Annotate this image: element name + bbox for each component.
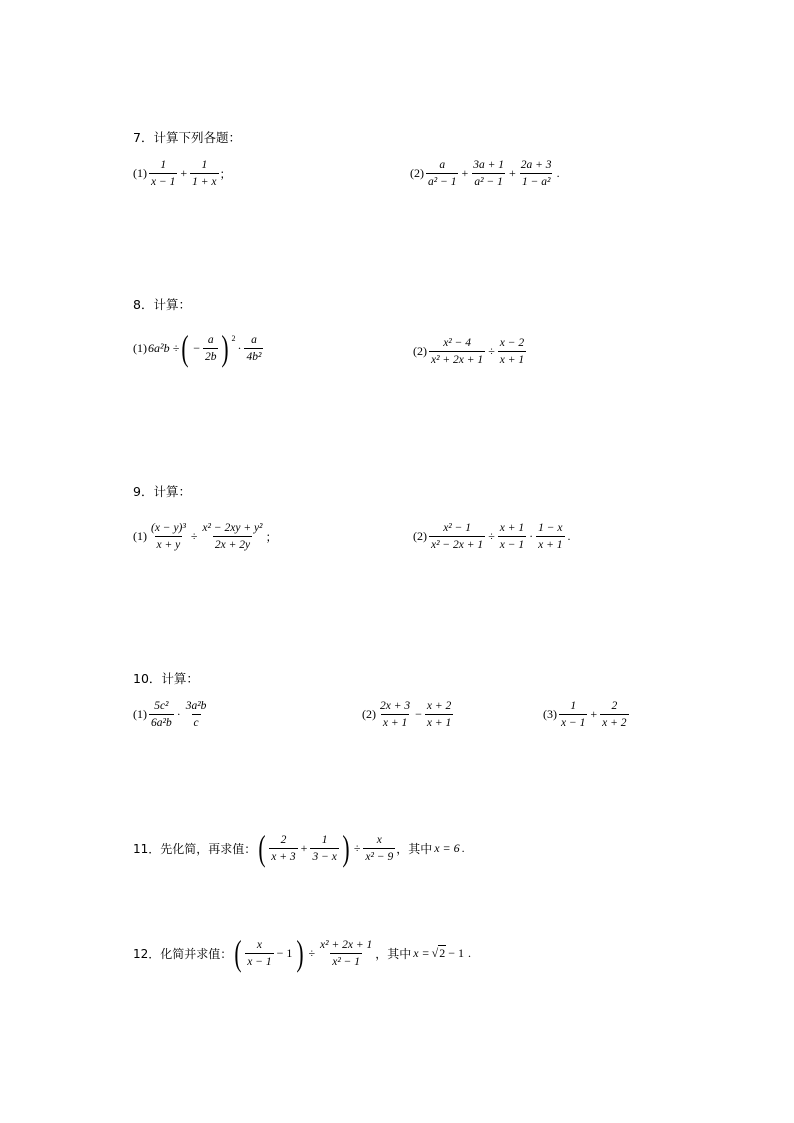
right-paren: ) xyxy=(221,328,230,368)
denominator: x + y xyxy=(155,536,183,552)
inner-term: − 1 xyxy=(276,945,293,960)
punctuation: ； xyxy=(219,167,232,181)
denominator: x + 3 xyxy=(269,848,297,864)
operator: + xyxy=(300,840,308,855)
numerator: 3a + 1 xyxy=(473,159,505,171)
q11-row xyxy=(133,830,467,866)
denominator: x + 1 xyxy=(425,714,453,730)
numerator: 1 xyxy=(321,833,328,846)
operator: ÷ xyxy=(488,529,495,543)
fraction xyxy=(200,521,264,552)
exponent: 2 xyxy=(231,334,236,343)
part-label: (1) xyxy=(133,529,147,543)
q9-part2 xyxy=(413,521,573,552)
fraction xyxy=(429,521,485,552)
q7-part2 xyxy=(410,158,562,189)
q8-heading: 8．计算： xyxy=(133,297,191,312)
fraction xyxy=(149,699,174,730)
fraction xyxy=(149,158,177,189)
denominator: 2b xyxy=(203,348,219,364)
q12-heading: 12．化简并求值： xyxy=(133,946,233,961)
denominator: a² − 1 xyxy=(472,173,504,189)
fraction xyxy=(498,336,526,367)
numerator: a xyxy=(439,159,446,171)
expression-lead: 6a²b ÷ xyxy=(148,340,180,355)
denominator: c xyxy=(192,714,201,730)
denominator: x − 1 xyxy=(498,536,526,552)
fraction xyxy=(269,833,297,864)
fraction xyxy=(559,699,587,730)
denominator: x − 1 xyxy=(149,173,177,189)
fraction xyxy=(363,833,395,864)
denominator: x² − 2x + 1 xyxy=(429,536,485,552)
denominator: x + 1 xyxy=(536,536,564,552)
denominator: 6a²b xyxy=(149,714,174,730)
fraction xyxy=(310,833,338,864)
fraction xyxy=(378,699,412,730)
operator: − xyxy=(415,707,422,721)
numerator: 2 xyxy=(280,833,287,846)
operator: ÷ xyxy=(353,840,361,855)
fraction xyxy=(425,699,453,730)
q10-part3 xyxy=(543,699,630,730)
denominator: x + 1 xyxy=(381,714,409,730)
condition-text: ，其中 xyxy=(396,841,433,856)
operator: + xyxy=(509,166,516,180)
fraction xyxy=(245,938,273,969)
part-label: (1) xyxy=(133,340,147,355)
left-paren: ( xyxy=(234,933,242,973)
fraction xyxy=(244,333,263,364)
denominator: x − 1 xyxy=(559,714,587,730)
part-label: (1) xyxy=(133,166,147,180)
fraction xyxy=(429,336,485,367)
fraction xyxy=(190,158,218,189)
operator: ÷ xyxy=(190,529,198,543)
numerator: x² + 2x + 1 xyxy=(320,938,373,951)
operator: + xyxy=(180,166,188,180)
condition-value: x = 6 xyxy=(434,840,460,855)
denominator: x + 1 xyxy=(498,351,526,367)
punctuation: ； xyxy=(265,530,278,544)
part-label: (2) xyxy=(413,529,427,543)
punctuation: . xyxy=(461,840,465,855)
numerator: x xyxy=(256,938,263,951)
numerator: x xyxy=(376,833,382,846)
numerator: 3a²b xyxy=(185,700,207,712)
operator: · xyxy=(529,529,534,543)
numerator: 2x + 3 xyxy=(380,700,411,712)
fraction xyxy=(471,158,506,189)
denominator: x² − 9 xyxy=(363,848,395,864)
numerator: x² − 2xy + y² xyxy=(202,522,263,534)
numerator: 1 − x xyxy=(538,522,563,534)
numerator: x + 1 xyxy=(499,522,525,534)
numerator: 1 xyxy=(570,700,577,712)
q8-part1 xyxy=(133,330,264,366)
numerator: x − 2 xyxy=(499,337,525,349)
q9-part1 xyxy=(133,521,278,552)
part-label: (2) xyxy=(413,344,427,358)
q12-row xyxy=(133,935,473,971)
numerator: a xyxy=(207,333,214,346)
condition-variable: x = xyxy=(413,945,430,960)
q9-heading: 9．计算： xyxy=(133,484,191,499)
fraction xyxy=(519,158,554,189)
denominator: 4b² xyxy=(244,348,263,364)
denominator: 1 − a² xyxy=(520,173,552,189)
right-paren: ) xyxy=(342,828,350,868)
part-label: (1) xyxy=(133,707,147,721)
denominator: a² − 1 xyxy=(426,173,458,189)
numerator: (x − y)³ xyxy=(151,522,186,534)
denominator: 3 − x xyxy=(310,848,338,864)
q7-heading: 7．计算下列各题： xyxy=(133,130,241,145)
part-label: (2) xyxy=(410,166,424,180)
punctuation: . xyxy=(468,945,472,960)
numerator: 1 xyxy=(160,159,167,171)
operator: · xyxy=(176,707,181,721)
numerator: 2a + 3 xyxy=(520,159,552,171)
punctuation: . xyxy=(567,529,571,543)
q8-part2 xyxy=(413,336,527,367)
left-paren: ( xyxy=(258,828,266,868)
radicand: 2 xyxy=(439,946,446,960)
operator: ÷ xyxy=(308,945,316,960)
numerator: x + 2 xyxy=(426,700,452,712)
numerator: 1 xyxy=(201,159,208,171)
operator: + xyxy=(590,707,598,721)
numerator: x² − 4 xyxy=(443,337,471,349)
q11-heading: 11．先化简，再求值： xyxy=(133,841,257,856)
q10-heading: 10．计算： xyxy=(133,671,199,686)
operator: − xyxy=(193,340,200,355)
fraction xyxy=(426,158,458,189)
numerator: 2 xyxy=(611,700,618,712)
fraction xyxy=(203,333,219,364)
right-paren: ) xyxy=(296,933,305,973)
part-label: (3) xyxy=(543,707,557,721)
denominator: x − 1 xyxy=(245,953,273,969)
operator: ÷ xyxy=(488,344,495,358)
fraction xyxy=(184,699,209,730)
left-paren: ( xyxy=(181,328,189,368)
numerator: 5c² xyxy=(154,700,169,712)
fraction xyxy=(536,521,564,552)
numerator: a xyxy=(251,333,257,346)
denominator: 1 + x xyxy=(190,173,218,189)
condition-text: ，其中 xyxy=(375,946,412,961)
punctuation: . xyxy=(556,166,560,180)
numerator: x² − 1 xyxy=(443,522,471,534)
condition-rest: − 1 xyxy=(448,945,465,960)
q10-part2 xyxy=(362,699,454,730)
denominator: x² + 2x + 1 xyxy=(429,351,485,367)
fraction xyxy=(149,521,188,552)
fraction xyxy=(600,699,628,730)
q10-part1 xyxy=(133,699,209,730)
denominator: 2x + 2y xyxy=(213,536,252,552)
denominator: x² − 1 xyxy=(330,953,362,969)
fraction xyxy=(318,938,374,969)
fraction xyxy=(498,521,526,552)
operator: · xyxy=(237,340,242,355)
part-label: (2) xyxy=(362,707,376,721)
denominator: x + 2 xyxy=(600,714,628,730)
q7-part1 xyxy=(133,158,232,189)
operator: + xyxy=(461,166,469,180)
sqrt-sign-icon: √ xyxy=(431,945,439,960)
